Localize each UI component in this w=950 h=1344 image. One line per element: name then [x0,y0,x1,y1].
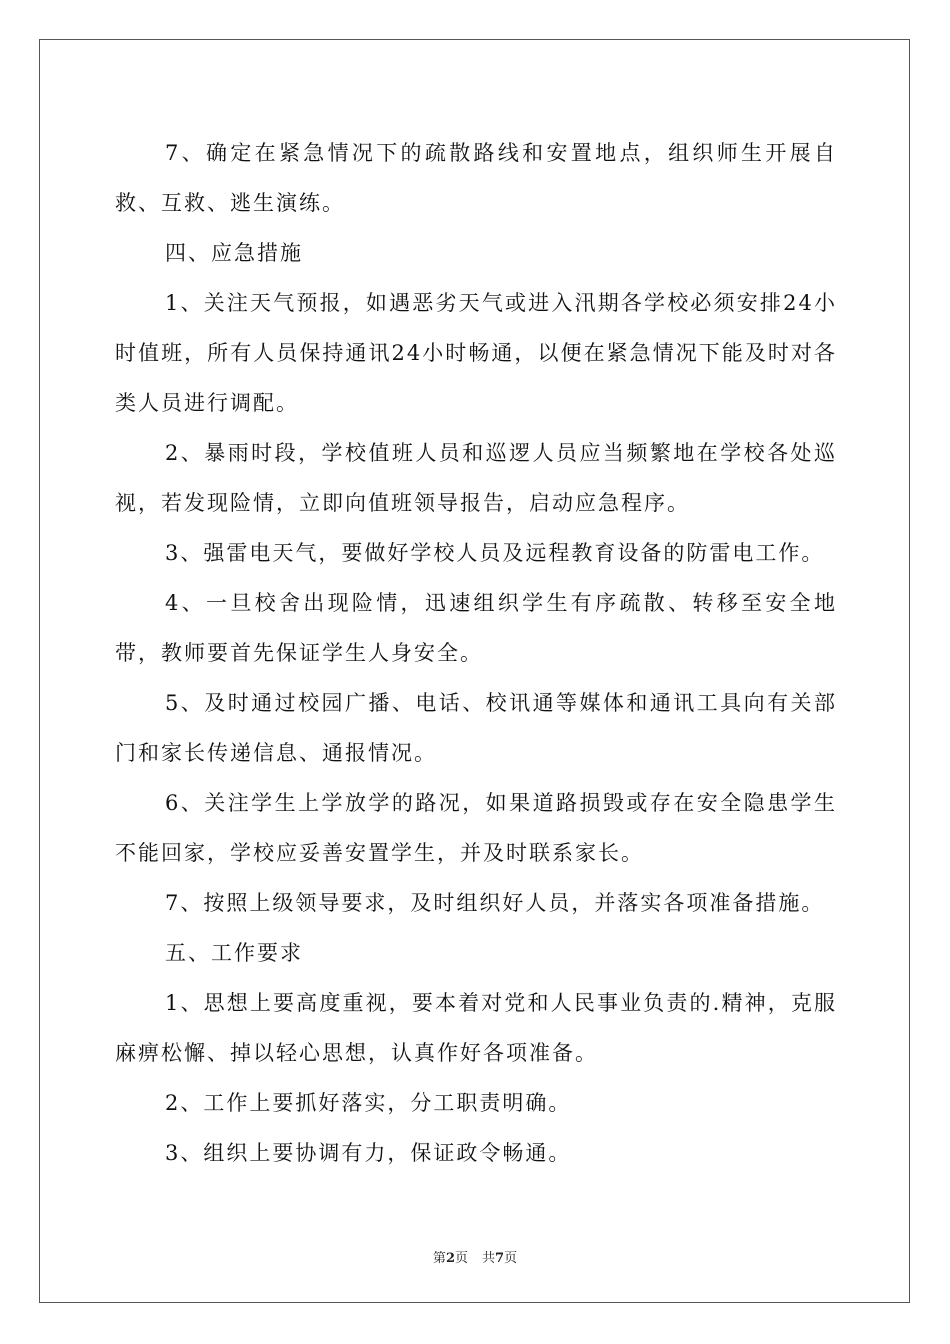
paragraph: 1、关注天气预报，如遇恶劣天气或进入汛期各学校必须安排24小时值班，所有人员保持通讯24小时畅通，以便在紧急情况下能及时对各类人员进行调配。 [115,291,837,415]
paragraph: 2、暴雨时段，学校值班人员和巡逻人员应当频繁地在学校各处巡视，若发现险情，立即向值班领导报告，启动应急程序。 [115,441,837,515]
paragraph: 7、确定在紧急情况下的疏散路线和安置地点，组织师生开展自救、互救、逃生演练。 [115,141,837,215]
paragraph: 2、工作上要抓好落实，分工职责明确。 [165,1091,572,1115]
paragraph: 3、组织上要协调有力，保证政令畅通。 [165,1141,572,1165]
paragraph: 4、一旦校舍出现险情，迅速组织学生有序疏散、转移至安全地带，教师要首先保证学生人身安全。 [115,591,837,665]
paragraph: 6、关注学生上学放学的路况，如果道路损毁或存在安全隐患学生不能回家，学校应妥善安置学生，并及时联系家长。 [115,791,837,865]
paragraph: 5、及时通过校园广播、电话、校讯通等媒体和通讯工具向有关部门和家长传递信息、通报情况。 [115,691,837,765]
paragraph: 7、按照上级领导要求，及时组织好人员，并落实各项准备措施。 [165,891,825,915]
total-suffix: 页 [504,1251,518,1266]
paragraph: 3、强雷电天气，要做好学校人员及远程教育设备的防雷电工作。 [165,541,825,565]
page-footer [0,1247,950,1266]
total-pages: 7 [495,1251,505,1266]
page-prefix: 第 [432,1251,446,1266]
section-heading: 四、应急措施 [165,241,303,265]
page-suffix: 页 [454,1251,468,1266]
total-prefix: 共 [482,1251,496,1266]
document-body [115,128,837,1178]
page-number: 2 [445,1251,455,1266]
paragraph: 1、思想上要高度重视，要本着对党和人民事业负责的.精神，克服麻痹松懈、掉以轻心思想，认真作好各项准备。 [115,991,837,1065]
section-heading: 五、工作要求 [165,941,303,965]
